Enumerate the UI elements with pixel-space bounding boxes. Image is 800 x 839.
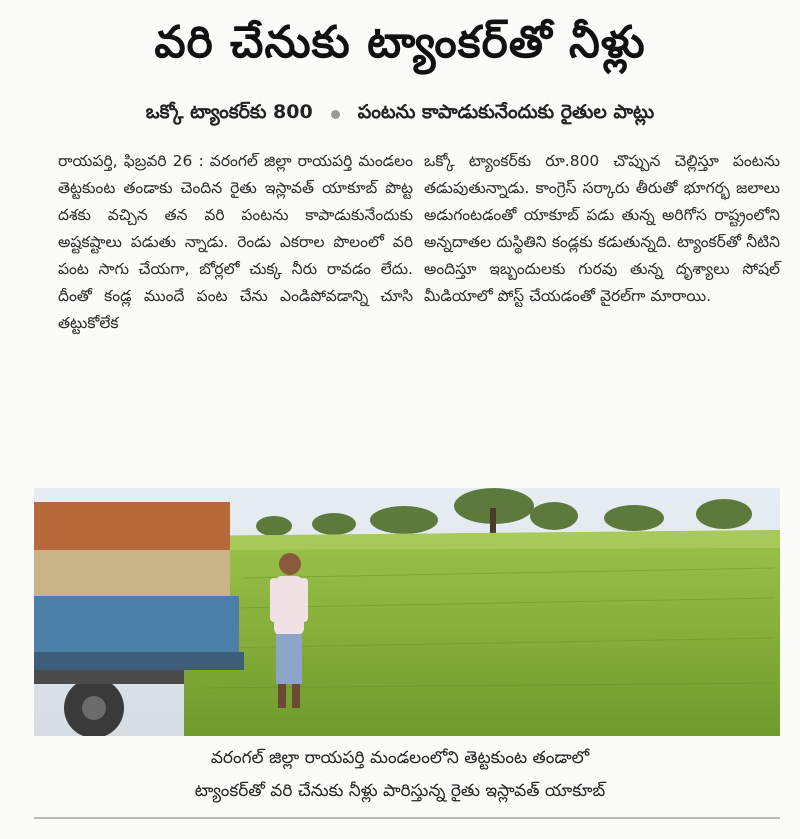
bottom-divider bbox=[34, 817, 780, 819]
article-text-left: రాయపర్తి, ఫిబ్రవరి 26 : వరంగల్ జిల్లా రాయపర్తి మండలం తెట్టకుంట తండాకు చెందిన రైతు ఇస్లావత్ యాకూబ్ పొట్ట దశకు వచ్చిన తన వరి పంటను కాపాడుకునేందుకు అష్టకష్టాలు పడుతు న్నాడు. రెండు ఎకరాల పొలంలో వరి పంట సాగు చేయగా, బోర్లలో చుక్క నీరు రావడం లేదు. దీంతో కండ్ల ముందే పంట చేను ఎండిపోవడాన్ని చూసి తట్టుకోలేక bbox=[58, 152, 413, 332]
article-column-right bbox=[424, 148, 780, 310]
article-column-left bbox=[58, 148, 413, 337]
headline: వరి చేనుకు ట్యాంకర్‌తో నీళ్లు bbox=[154, 17, 646, 68]
photo-caption bbox=[0, 742, 800, 808]
subhead-right: పంటను కాపాడుకునేందుకు రైతుల పాట్లు bbox=[357, 100, 655, 123]
article-text-right: ఒక్కో ట్యాంకర్‌కు రూ.800 చొప్పున చెల్లిస్తూ పంటను తడుపుతున్నాడు. కాంగ్రెస్ సర్కారు తీరుతో భూగర్భ జలాలు అడుగంటడంతో యాకూబ్ పడు తున్న అరిగోస రాష్ట్రంలోని అన్నదాతల దుస్థితిని కండ్లకు కడుతున్నది. ట్యాంకర్‌తో నీటిని అందిస్తూ ఇబ్బందులకు గురవు తున్న దృశ్యాలు సోషల్ మీడియాలో పోస్ట్ చేయడంతో వైరల్‌గా మారాయి. bbox=[424, 152, 780, 305]
subhead-left: ఒక్కో ట్యాంకర్‌కు 800 bbox=[145, 100, 313, 123]
caption-line-2: ట్యాంకర్‌తో వరి చేనుకు నీళ్లు పారిస్తున్న రైతు ఇస్లావత్ యాకూబ్ bbox=[194, 781, 606, 801]
bullet-dot-icon bbox=[331, 110, 340, 119]
news-photo bbox=[34, 488, 780, 736]
caption-line-1: వరంగల్ జిల్లా రాయపర్తి మండలంలోని తెట్టకుంట తండాలో bbox=[210, 748, 590, 768]
subheadline bbox=[0, 96, 800, 132]
